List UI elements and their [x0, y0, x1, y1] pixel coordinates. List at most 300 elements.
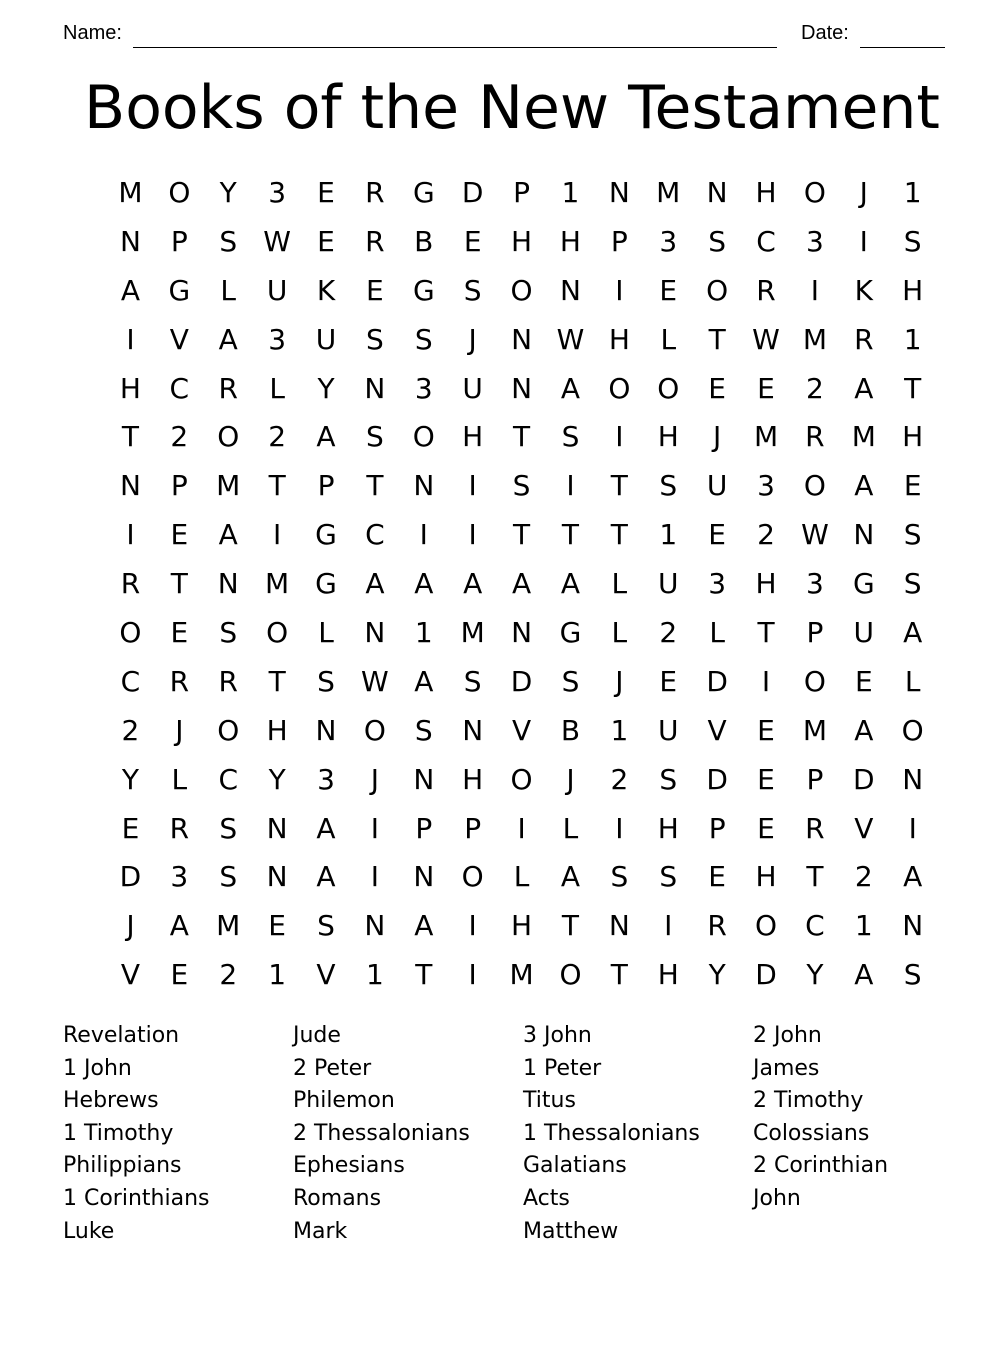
grid-letter: R — [365, 175, 385, 209]
grid-letter: I — [615, 273, 624, 307]
grid-letter: N — [413, 860, 435, 894]
word-list-item: Matthew — [523, 1218, 619, 1244]
grid-letter: T — [610, 958, 628, 992]
grid-letter: S — [903, 567, 922, 601]
grid-letter: M — [509, 958, 534, 992]
grid-letter: Y — [806, 958, 824, 992]
grid-letter: O — [608, 371, 631, 405]
grid-letter: O — [803, 664, 826, 698]
grid-letter: S — [659, 762, 678, 796]
grid-letter: E — [366, 273, 384, 307]
grid-letter: N — [608, 909, 630, 943]
grid-letter: H — [902, 420, 924, 454]
grid-letter: T — [513, 420, 531, 454]
grid-letter: T — [708, 322, 726, 356]
grid-letter: N — [364, 909, 386, 943]
grid-letter: S — [219, 615, 238, 649]
grid-letter: A — [903, 860, 923, 894]
grid-letter: 3 — [268, 322, 287, 356]
grid-letter: G — [559, 615, 582, 649]
grid-letter: I — [761, 664, 771, 698]
grid-letter: R — [169, 811, 190, 845]
word-list-item: Revelation — [63, 1023, 180, 1048]
grid-letter: H — [511, 224, 533, 258]
grid-letter: L — [709, 615, 725, 649]
grid-letter: G — [852, 567, 875, 601]
grid-letter: Y — [268, 762, 286, 796]
grid-letter: O — [657, 371, 680, 405]
grid-letter: H — [657, 811, 679, 845]
grid-letter: Y — [708, 958, 726, 992]
grid-letter: L — [513, 860, 530, 894]
grid-letter: A — [854, 469, 874, 503]
grid-letter: H — [608, 322, 630, 356]
grid-letter: O — [412, 420, 435, 454]
grid-letter: S — [659, 469, 678, 503]
grid-letter: N — [902, 909, 924, 943]
grid-letter: T — [121, 420, 139, 454]
grid-letter: 2 — [268, 420, 287, 454]
grid-letter: E — [463, 224, 482, 258]
grid-letter: 3 — [806, 567, 824, 601]
grid-letter: L — [318, 615, 334, 649]
grid-letter: H — [462, 762, 484, 796]
grid-letter: S — [561, 420, 580, 454]
grid-letter: H — [657, 958, 679, 992]
grid-letter: E — [121, 811, 140, 845]
grid-letter: 1 — [414, 615, 433, 649]
grid-letter: G — [412, 273, 435, 307]
grid-letter: A — [316, 860, 336, 894]
grid-letter: O — [755, 909, 778, 943]
grid-letter: M — [265, 567, 290, 601]
grid-letter: A — [560, 860, 581, 894]
grid-letter: R — [756, 273, 776, 307]
grid-letter: E — [708, 371, 726, 405]
grid-letter: T — [561, 909, 580, 943]
word-list-item: Philippians — [63, 1153, 182, 1179]
grid-letter: S — [512, 469, 531, 503]
grid-letter: 2 — [757, 518, 775, 552]
grid-letter: S — [610, 860, 629, 894]
grid-letter: S — [317, 909, 335, 943]
grid-letter: B — [414, 224, 434, 258]
grid-letter: L — [269, 371, 285, 405]
grid-letter: N — [462, 713, 484, 747]
letter-grid — [106, 168, 938, 999]
grid-letter: T — [268, 469, 286, 503]
grid-letter: N — [217, 567, 239, 601]
grid-letter: N — [511, 371, 533, 405]
word-list — [63, 1020, 963, 1248]
grid-letter: L — [611, 567, 628, 601]
grid-letter: I — [615, 811, 624, 845]
grid-letter: N — [119, 224, 141, 258]
grid-letter: L — [562, 811, 579, 845]
grid-letter: N — [413, 469, 435, 503]
grid-letter: V — [707, 713, 727, 747]
grid-letter: R — [805, 811, 825, 845]
grid-letter: E — [268, 909, 286, 943]
grid-letter: O — [559, 958, 582, 992]
grid-letter: Y — [121, 762, 139, 796]
word-list-item: Galatians — [523, 1153, 627, 1179]
grid-letter: S — [366, 420, 384, 454]
grid-letter: G — [412, 175, 435, 209]
word-list-item: 1 John — [63, 1055, 132, 1081]
grid-letter: S — [219, 860, 238, 894]
grid-letter: T — [610, 518, 628, 552]
grid-letter: E — [170, 958, 189, 992]
grid-letter: I — [908, 811, 917, 845]
grid-letter: G — [168, 273, 191, 307]
grid-letter: D — [706, 762, 728, 796]
grid-letter: 1 — [854, 909, 873, 943]
grid-letter: A — [854, 713, 874, 747]
grid-letter: M — [802, 713, 827, 747]
grid-letter: N — [608, 175, 630, 209]
grid-letter: 3 — [268, 175, 287, 209]
grid-letter: M — [753, 420, 779, 454]
word-list-item: Luke — [63, 1218, 115, 1244]
grid-letter: I — [468, 518, 477, 552]
grid-letter: M — [460, 615, 485, 649]
word-list-item: 1 Timothy — [63, 1120, 174, 1146]
word-list-item: Philemon — [293, 1088, 395, 1114]
grid-letter: A — [854, 371, 874, 405]
grid-letter: S — [317, 664, 335, 698]
grid-letter: I — [370, 811, 380, 845]
grid-letter: S — [659, 860, 678, 894]
grid-letter: M — [802, 322, 827, 356]
grid-letter: A — [365, 567, 385, 601]
grid-letter: C — [120, 664, 141, 698]
grid-letter: N — [413, 762, 435, 796]
grid-letter: V — [120, 958, 141, 992]
word-list-item: 2 Corinthian — [753, 1153, 889, 1179]
word-list-item: 3 John — [523, 1023, 592, 1048]
grid-letter: U — [853, 615, 875, 649]
grid-letter: T — [366, 469, 384, 503]
grid-letter: 2 — [121, 713, 140, 747]
grid-letter: R — [218, 664, 238, 698]
grid-letter: N — [511, 615, 533, 649]
grid-letter: A — [903, 615, 923, 649]
grid-letter: A — [218, 518, 238, 552]
grid-letter: P — [464, 811, 482, 845]
grid-letter: U — [706, 469, 728, 503]
grid-letter: L — [904, 664, 921, 698]
grid-letter: R — [854, 322, 874, 356]
grid-letter: O — [266, 615, 289, 649]
grid-letter: I — [272, 518, 282, 552]
grid-letter: A — [120, 273, 141, 307]
grid-letter: D — [119, 860, 142, 894]
grid-letter: D — [755, 958, 777, 992]
grid-letter: K — [854, 273, 873, 307]
grid-letter: 1 — [268, 958, 287, 992]
grid-letter: J — [566, 762, 575, 796]
word-list-item: 2 Timothy — [753, 1088, 864, 1114]
grid-letter: I — [126, 322, 135, 356]
grid-letter: T — [610, 469, 628, 503]
grid-letter: S — [903, 224, 922, 258]
word-list-item: 2 Thessalonians — [293, 1120, 470, 1146]
grid-letter: V — [854, 811, 874, 845]
grid-letter: T — [757, 615, 775, 649]
grid-letter: L — [611, 615, 628, 649]
grid-letter: E — [757, 713, 775, 747]
grid-letter: Y — [219, 175, 237, 209]
grid-letter: M — [216, 469, 241, 503]
grid-letter: R — [707, 909, 727, 943]
grid-letter: T — [170, 567, 188, 601]
grid-letter: K — [316, 273, 336, 307]
grid-letter: U — [657, 713, 679, 747]
grid-letter: T — [513, 518, 531, 552]
grid-letter: J — [126, 909, 135, 943]
grid-letter: 2 — [806, 371, 824, 405]
grid-letter: 3 — [806, 224, 824, 258]
grid-letter: I — [810, 273, 820, 307]
grid-letter: H — [755, 860, 777, 894]
grid-letter: 3 — [170, 860, 189, 894]
grid-letter: B — [560, 713, 581, 747]
grid-letter: O — [803, 469, 826, 503]
word-list-item: 1 Corinthians — [63, 1185, 210, 1211]
grid-letter: E — [170, 518, 189, 552]
grid-letter: E — [659, 273, 678, 307]
header-row — [63, 22, 945, 52]
grid-letter: 3 — [708, 567, 727, 601]
grid-letter: 1 — [610, 713, 629, 747]
grid-letter: O — [706, 273, 729, 307]
grid-letter: I — [419, 518, 428, 552]
grid-letter: 1 — [903, 175, 922, 209]
grid-letter: J — [859, 175, 868, 209]
word-list-item: Acts — [523, 1185, 570, 1211]
word-list-item: Colossians — [753, 1120, 870, 1146]
grid-letter: P — [513, 175, 531, 209]
grid-letter: I — [566, 469, 575, 503]
grid-letter: M — [216, 909, 241, 943]
grid-letter: G — [315, 518, 337, 552]
grid-letter: H — [462, 420, 484, 454]
date-label: Date: — [801, 22, 849, 44]
grid-letter: N — [364, 615, 386, 649]
page-title: Books of the New Testament — [84, 73, 940, 143]
grid-letter: N — [902, 762, 924, 796]
grid-letter: H — [657, 420, 679, 454]
grid-letter: P — [317, 469, 335, 503]
grid-letter: S — [903, 958, 922, 992]
date-line — [860, 47, 945, 48]
grid-letter: 2 — [854, 860, 873, 894]
grid-letter: N — [559, 273, 581, 307]
grid-letter: Y — [317, 371, 335, 405]
grid-letter: A — [414, 909, 434, 943]
grid-letter: E — [854, 664, 873, 698]
grid-letter: O — [363, 713, 386, 747]
grid-letter: L — [171, 762, 188, 796]
grid-letter: V — [316, 958, 336, 992]
grid-letter: T — [904, 371, 922, 405]
grid-letter: C — [365, 518, 385, 552]
grid-letter: L — [220, 273, 237, 307]
grid-letter: N — [266, 860, 288, 894]
grid-letter: 1 — [903, 322, 922, 356]
grid-letter: H — [755, 567, 777, 601]
grid-letter: H — [119, 371, 141, 405]
grid-letter: N — [706, 175, 728, 209]
grid-letter: H — [755, 175, 777, 209]
grid-letter: A — [414, 567, 434, 601]
word-list-item: Mark — [293, 1218, 348, 1244]
grid-letter: O — [217, 420, 240, 454]
grid-letter: O — [119, 615, 142, 649]
grid-letter: O — [803, 175, 826, 209]
grid-letter: E — [317, 175, 335, 209]
grid-letter: A — [854, 958, 874, 992]
grid-letter: W — [361, 664, 389, 698]
grid-letter: E — [708, 518, 726, 552]
grid-letter: W — [801, 518, 829, 552]
grid-letter: M — [118, 175, 143, 209]
grid-letter: S — [414, 322, 433, 356]
grid-letter: 1 — [561, 175, 580, 209]
grid-letter: U — [266, 273, 288, 307]
grid-letter: M — [656, 175, 681, 209]
grid-letter: N — [315, 713, 337, 747]
grid-letter: A — [414, 664, 434, 698]
grid-letter: O — [217, 713, 240, 747]
word-list-item: James — [753, 1055, 820, 1081]
grid-letter: S — [463, 273, 482, 307]
word-list-item: 2 Peter — [293, 1055, 372, 1081]
grid-letter: J — [370, 762, 380, 796]
grid-letter: I — [126, 518, 135, 552]
word-list-item: Hebrews — [63, 1088, 159, 1114]
grid-letter: 3 — [757, 469, 775, 503]
grid-letter: S — [414, 713, 433, 747]
grid-letter: E — [317, 224, 335, 258]
grid-letter: I — [859, 224, 868, 258]
grid-letter: N — [853, 518, 875, 552]
grid-letter: H — [511, 909, 533, 943]
grid-letter: A — [316, 420, 336, 454]
grid-letter: N — [511, 322, 533, 356]
grid-letter: V — [169, 322, 189, 356]
grid-letter: R — [169, 664, 190, 698]
grid-letter: D — [461, 175, 484, 209]
grid-letter: C — [218, 762, 238, 796]
grid-letter: R — [120, 567, 141, 601]
name-label: Name: — [63, 22, 122, 44]
grid-letter: G — [315, 567, 337, 601]
grid-letter: J — [615, 664, 624, 698]
grid-letter: S — [219, 811, 238, 845]
grid-letter: I — [370, 860, 380, 894]
grid-letter: D — [706, 664, 728, 698]
grid-letter: S — [463, 664, 482, 698]
name-line — [133, 47, 777, 48]
grid-letter: D — [853, 762, 875, 796]
grid-letter: I — [468, 958, 477, 992]
grid-letter: 3 — [414, 371, 433, 405]
grid-letter: N — [266, 811, 288, 845]
word-list-item: 1 Peter — [523, 1055, 602, 1081]
grid-letter: T — [561, 518, 580, 552]
grid-letter: J — [175, 713, 184, 747]
grid-letter: T — [415, 958, 433, 992]
grid-letter: E — [757, 762, 775, 796]
grid-letter: P — [170, 469, 188, 503]
grid-letter: A — [511, 567, 532, 601]
grid-letter: E — [170, 615, 189, 649]
grid-letter: E — [903, 469, 922, 503]
grid-letter: E — [757, 371, 775, 405]
grid-letter: H — [902, 273, 924, 307]
grid-letter: 3 — [317, 762, 335, 796]
grid-letter: 2 — [219, 958, 238, 992]
grid-letter: N — [119, 469, 141, 503]
grid-letter: U — [315, 322, 337, 356]
grid-letter: U — [462, 371, 483, 405]
grid-letter: S — [219, 224, 238, 258]
grid-letter: T — [268, 664, 286, 698]
grid-letter: S — [366, 322, 384, 356]
grid-letter: W — [556, 322, 585, 356]
grid-letter: L — [660, 322, 677, 356]
grid-letter: D — [510, 664, 533, 698]
grid-letter: R — [365, 224, 385, 258]
grid-letter: J — [713, 420, 722, 454]
grid-letter: C — [169, 371, 190, 405]
grid-letter: A — [560, 567, 581, 601]
grid-letter: P — [708, 811, 726, 845]
grid-letter: 2 — [659, 615, 678, 649]
word-list-item: Ephesians — [293, 1153, 405, 1179]
grid-letter: P — [806, 615, 824, 649]
grid-letter: A — [316, 811, 336, 845]
grid-letter: 3 — [659, 224, 678, 258]
grid-letter: S — [561, 664, 580, 698]
word-list-item: 2 John — [753, 1023, 822, 1048]
grid-letter: O — [461, 860, 484, 894]
grid-letter: A — [218, 322, 238, 356]
grid-letter: C — [805, 909, 825, 943]
grid-letter: V — [511, 713, 532, 747]
grid-letter: E — [708, 860, 726, 894]
grid-letter: R — [805, 420, 825, 454]
grid-letter: P — [610, 224, 628, 258]
grid-letter: S — [708, 224, 727, 258]
grid-letter: E — [659, 664, 678, 698]
grid-letter: O — [168, 175, 191, 209]
grid-letter: M — [851, 420, 876, 454]
grid-letter: W — [263, 224, 291, 258]
grid-letter: A — [560, 371, 581, 405]
word-list-item: 1 Thessalonians — [523, 1120, 700, 1146]
grid-letter: 2 — [610, 762, 629, 796]
grid-letter: N — [364, 371, 386, 405]
word-list-item: John — [753, 1185, 801, 1211]
grid-letter: A — [463, 567, 483, 601]
word-list-item: Titus — [523, 1088, 576, 1114]
grid-letter: R — [218, 371, 238, 405]
grid-letter: J — [468, 322, 477, 356]
grid-letter: 1 — [659, 518, 678, 552]
